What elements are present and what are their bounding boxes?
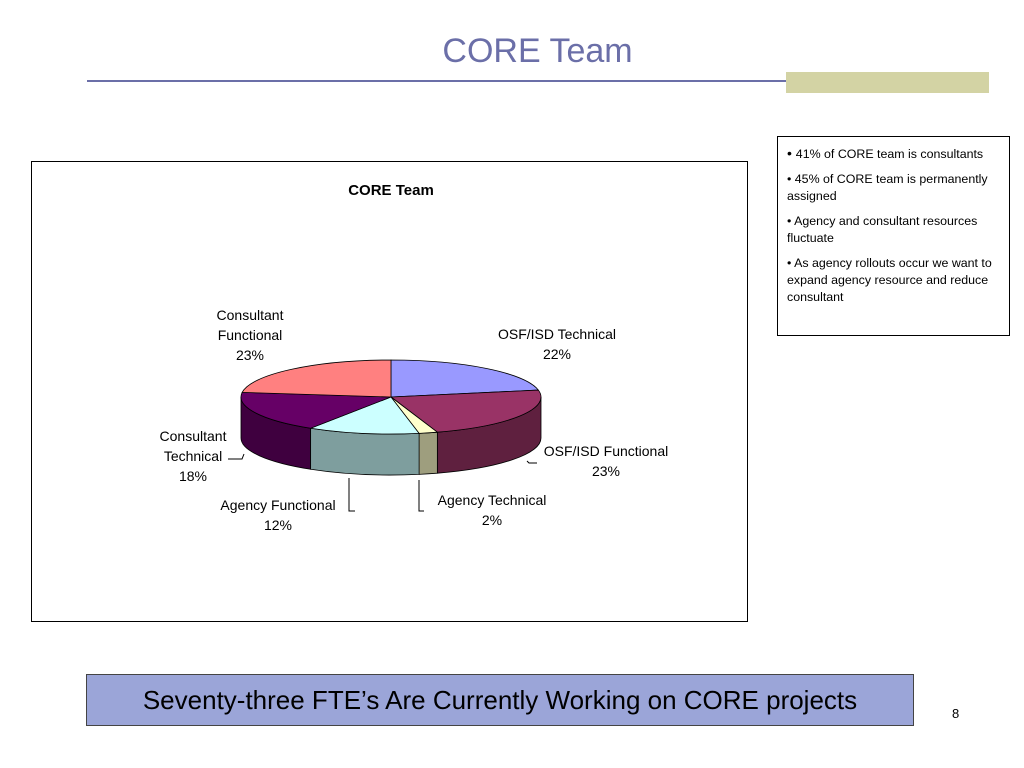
bullet-item: • Agency and consultant resources fluctuate: [787, 214, 978, 245]
pie-data-label: Consultant Technical 18%: [159, 428, 227, 484]
leader-line: [228, 454, 244, 459]
key-points-box: [777, 136, 1010, 336]
bullet-text: 45% of CORE team is permanently assigned: [787, 172, 988, 203]
pie-data-label: Consultant Functional 23%: [216, 307, 284, 363]
pie-chart: [31, 161, 748, 622]
pie-slice-side: [419, 432, 437, 474]
pie-slice-side: [311, 428, 419, 475]
leader-line: [349, 478, 355, 511]
bullet-item: • 41% of CORE team is consultants: [787, 145, 984, 161]
bullet-item: • As agency rollouts occur we want to expand agency resource and reduce consultant: [787, 256, 992, 304]
bullet-item: • 45% of CORE team is permanently assigned: [787, 172, 988, 203]
page-number: 8: [952, 706, 960, 721]
leader-line: [419, 480, 424, 511]
title-accent-bar: [786, 72, 989, 93]
bullet-text: 41% of CORE team is consultants: [795, 147, 984, 161]
summary-banner: [86, 674, 914, 726]
chart-title: CORE Team: [348, 182, 434, 199]
slide-title: CORE Team: [442, 32, 633, 70]
pie-slice: [242, 360, 391, 397]
pie-data-label: Agency Functional 12%: [220, 497, 336, 533]
pie-data-label: OSF/ISD Technical 22%: [497, 326, 617, 362]
pie-data-label: OSF/ISD Functional 23%: [543, 443, 669, 479]
pie-data-label: Agency Technical 2%: [437, 492, 547, 528]
banner-text: Seventy-three FTE’s Are Currently Working on CORE projects: [142, 684, 858, 715]
leader-line: [527, 461, 537, 463]
pie-chart-svg: [32, 162, 747, 621]
bullet-text: As agency rollouts occur we want to expand agency resource and reduce consultant: [787, 256, 992, 304]
bullet-text: Agency and consultant resources fluctuate: [787, 214, 978, 245]
